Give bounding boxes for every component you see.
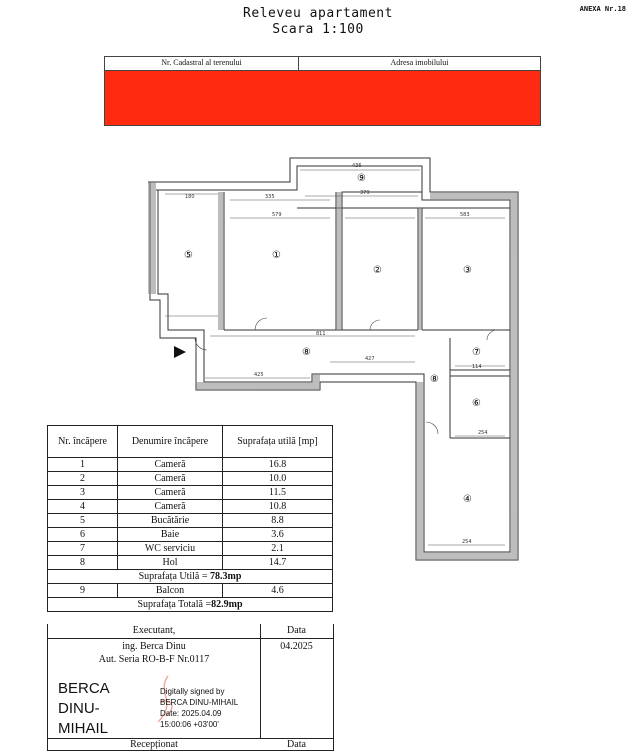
room-label-9: ⑨ xyxy=(357,173,366,184)
header-nr: Nr. încăpere xyxy=(48,426,118,458)
table-cell: Cameră xyxy=(118,500,223,514)
executant-label: Executant, xyxy=(48,624,261,639)
table-cell: 8 xyxy=(48,556,118,570)
table-cell: 6 xyxy=(48,528,118,542)
address-label: Adresa imobilului xyxy=(390,58,449,67)
entrance-arrow-icon xyxy=(174,346,186,358)
table-row xyxy=(48,486,333,500)
table-cell: Bucătărie xyxy=(118,514,223,528)
table-row xyxy=(48,556,333,570)
signature-divider xyxy=(260,638,261,738)
dim-label: 335 xyxy=(265,194,275,200)
rooms-table xyxy=(47,425,333,612)
annex-label: ANEXA Nr.18 xyxy=(579,5,626,13)
table-cell: 5 xyxy=(48,514,118,528)
executant-date-label: Data xyxy=(260,624,333,639)
table-cell: 14.7 xyxy=(223,556,333,570)
signer-name: BERCA DINU- MIHAIL xyxy=(58,680,110,737)
table-cell: Suprafața Totală =82.9mp xyxy=(48,598,333,612)
digital-signature-details: Digitally signed by BERCA DINU-MIHAIL Date: 2025.04.09 15:00:06 +03'00' xyxy=(160,687,239,729)
room-label-6: ⑥ xyxy=(472,398,481,409)
dim-label: 254 xyxy=(478,430,488,436)
table-row xyxy=(48,528,333,542)
dim-label: 114 xyxy=(472,364,482,370)
table-row xyxy=(48,584,333,598)
dim-label: 254 xyxy=(462,539,472,545)
dim-label: 180 xyxy=(185,194,195,200)
table-cell: 4 xyxy=(48,500,118,514)
dim-label: 436 xyxy=(352,163,362,169)
receptionist-label: Recepționat xyxy=(130,739,178,750)
room-label-3: ③ xyxy=(463,265,472,276)
room-label-8-corridor: ⑧ xyxy=(430,374,439,385)
dim-label: 427 xyxy=(365,356,375,362)
room-label-4: ④ xyxy=(463,494,472,505)
useful-area-value: 78.3mp xyxy=(210,570,242,582)
cadastral-label: Nr. Cadastral al terenului xyxy=(161,58,242,67)
document-title: Releveu apartament xyxy=(243,6,393,21)
room-label-7: ⑦ xyxy=(472,347,481,358)
table-cell: Hol xyxy=(118,556,223,570)
table-cell: 3.6 xyxy=(223,528,333,542)
table-row xyxy=(48,542,333,556)
table-cell: 11.5 xyxy=(223,486,333,500)
table-cell: 1 xyxy=(48,458,118,472)
room-label-5: ⑤ xyxy=(184,250,193,261)
dim-label: 425 xyxy=(254,372,264,378)
table-cell: 9 xyxy=(48,584,118,598)
header-name: Denumire încăpere xyxy=(118,426,223,458)
signature-block xyxy=(47,624,334,751)
useful-area-row xyxy=(48,570,333,584)
total-area-value: 82.9mp xyxy=(211,598,243,610)
table-row xyxy=(48,514,333,528)
table-cell: 7 xyxy=(48,542,118,556)
table-cell: 10.8 xyxy=(223,500,333,514)
table-cell: 8.8 xyxy=(223,514,333,528)
authorization: Aut. Seria RO-B-F Nr.0117 xyxy=(98,654,210,665)
table-cell: WC serviciu xyxy=(118,542,223,556)
table-cell: 10.0 xyxy=(223,472,333,486)
table-row xyxy=(48,500,333,514)
room-label-1: ① xyxy=(272,250,281,261)
table-row xyxy=(48,472,333,486)
room-label-8-hall: ⑧ xyxy=(302,347,311,358)
table-cell: 2.1 xyxy=(223,542,333,556)
table-cell: Suprafața Utilă = 78.3mp xyxy=(48,570,333,584)
engineer-name: ing. Berca Dinu xyxy=(122,641,186,652)
header-area: Suprafața utilă [mp] xyxy=(223,426,333,458)
total-area-row xyxy=(48,598,333,612)
dim-label: 583 xyxy=(460,212,470,218)
table-cell: 2 xyxy=(48,472,118,486)
table-cell: 4.6 xyxy=(223,584,333,598)
executant-date: 04.2025 xyxy=(280,641,313,652)
table-cell: Balcon xyxy=(118,584,223,598)
table-cell: 16.8 xyxy=(223,458,333,472)
receptionist-date-label: Data xyxy=(287,739,306,750)
table-cell: Cameră xyxy=(118,486,223,500)
dim-label: 379 xyxy=(360,190,370,196)
table-row xyxy=(48,458,333,472)
document-scale: Scara 1:100 xyxy=(272,22,364,37)
dim-label: 811 xyxy=(316,331,326,337)
room-label-2: ② xyxy=(373,265,382,276)
table-cell: Cameră xyxy=(118,458,223,472)
dim-label: 579 xyxy=(272,212,282,218)
table-cell: Baie xyxy=(118,528,223,542)
table-cell: Cameră xyxy=(118,472,223,486)
table-cell: 3 xyxy=(48,486,118,500)
